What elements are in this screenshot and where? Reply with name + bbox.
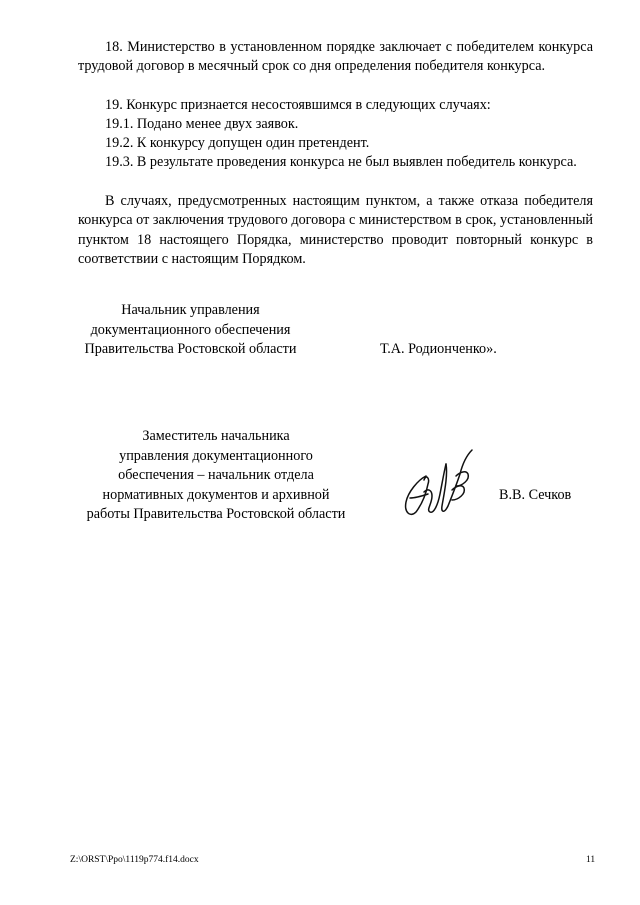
paragraph-repeat-contest: В случаях, предусмотренных настоящим пунктом, а также отказа победителя конкурса от заключения трудового договора с министерством в срок, установленный пунктом 18 настоящего Порядка, министерство проводит повторный конкурс в соответствии с настоящим Порядком. bbox=[78, 193, 593, 268]
signature2-line: нормативных документов и архивной bbox=[102, 486, 330, 503]
signature2-line: работы Правительства Ростовской области bbox=[86, 506, 346, 523]
paragraph-19-3: 19.3. В результате проведения конкурса не был выявлен победитель конкурса. bbox=[105, 154, 577, 170]
handwritten-signature bbox=[396, 446, 478, 524]
signature1-name: Т.А. Родионченко». bbox=[380, 341, 497, 357]
signature2-line: обеспечения – начальник отдела bbox=[118, 467, 314, 484]
signature1-position bbox=[68, 301, 313, 360]
paragraph-19-2: 19.2. К конкурсу допущен один претендент. bbox=[105, 135, 370, 151]
signature2-position bbox=[66, 427, 366, 525]
page-number: 11 bbox=[586, 855, 596, 865]
paragraph-19-1: 19.1. Подано менее двух заявок. bbox=[105, 116, 299, 132]
signature1-line: Правительства Ростовской области bbox=[84, 341, 297, 358]
signature1-line: документационного обеспечения bbox=[90, 321, 291, 338]
signature2-name: В.В. Сечков bbox=[499, 487, 572, 503]
signature2-line: управления документационного bbox=[119, 447, 313, 464]
signature2-line: Заместитель начальника bbox=[142, 428, 290, 444]
signature1-line: Начальник управления bbox=[121, 302, 260, 318]
paragraph-19: 19. Конкурс признается несостоявшимся в следующих случаях: bbox=[105, 97, 491, 113]
paragraph-18: 18. Министерство в установленном порядке заключает с победителем конкурса трудовой договор в месячный срок со дня определения победителя конкурса. bbox=[78, 39, 593, 75]
footer-file-path: Z:\ORST\Ppo\1119p774.f14.docx bbox=[70, 855, 199, 865]
